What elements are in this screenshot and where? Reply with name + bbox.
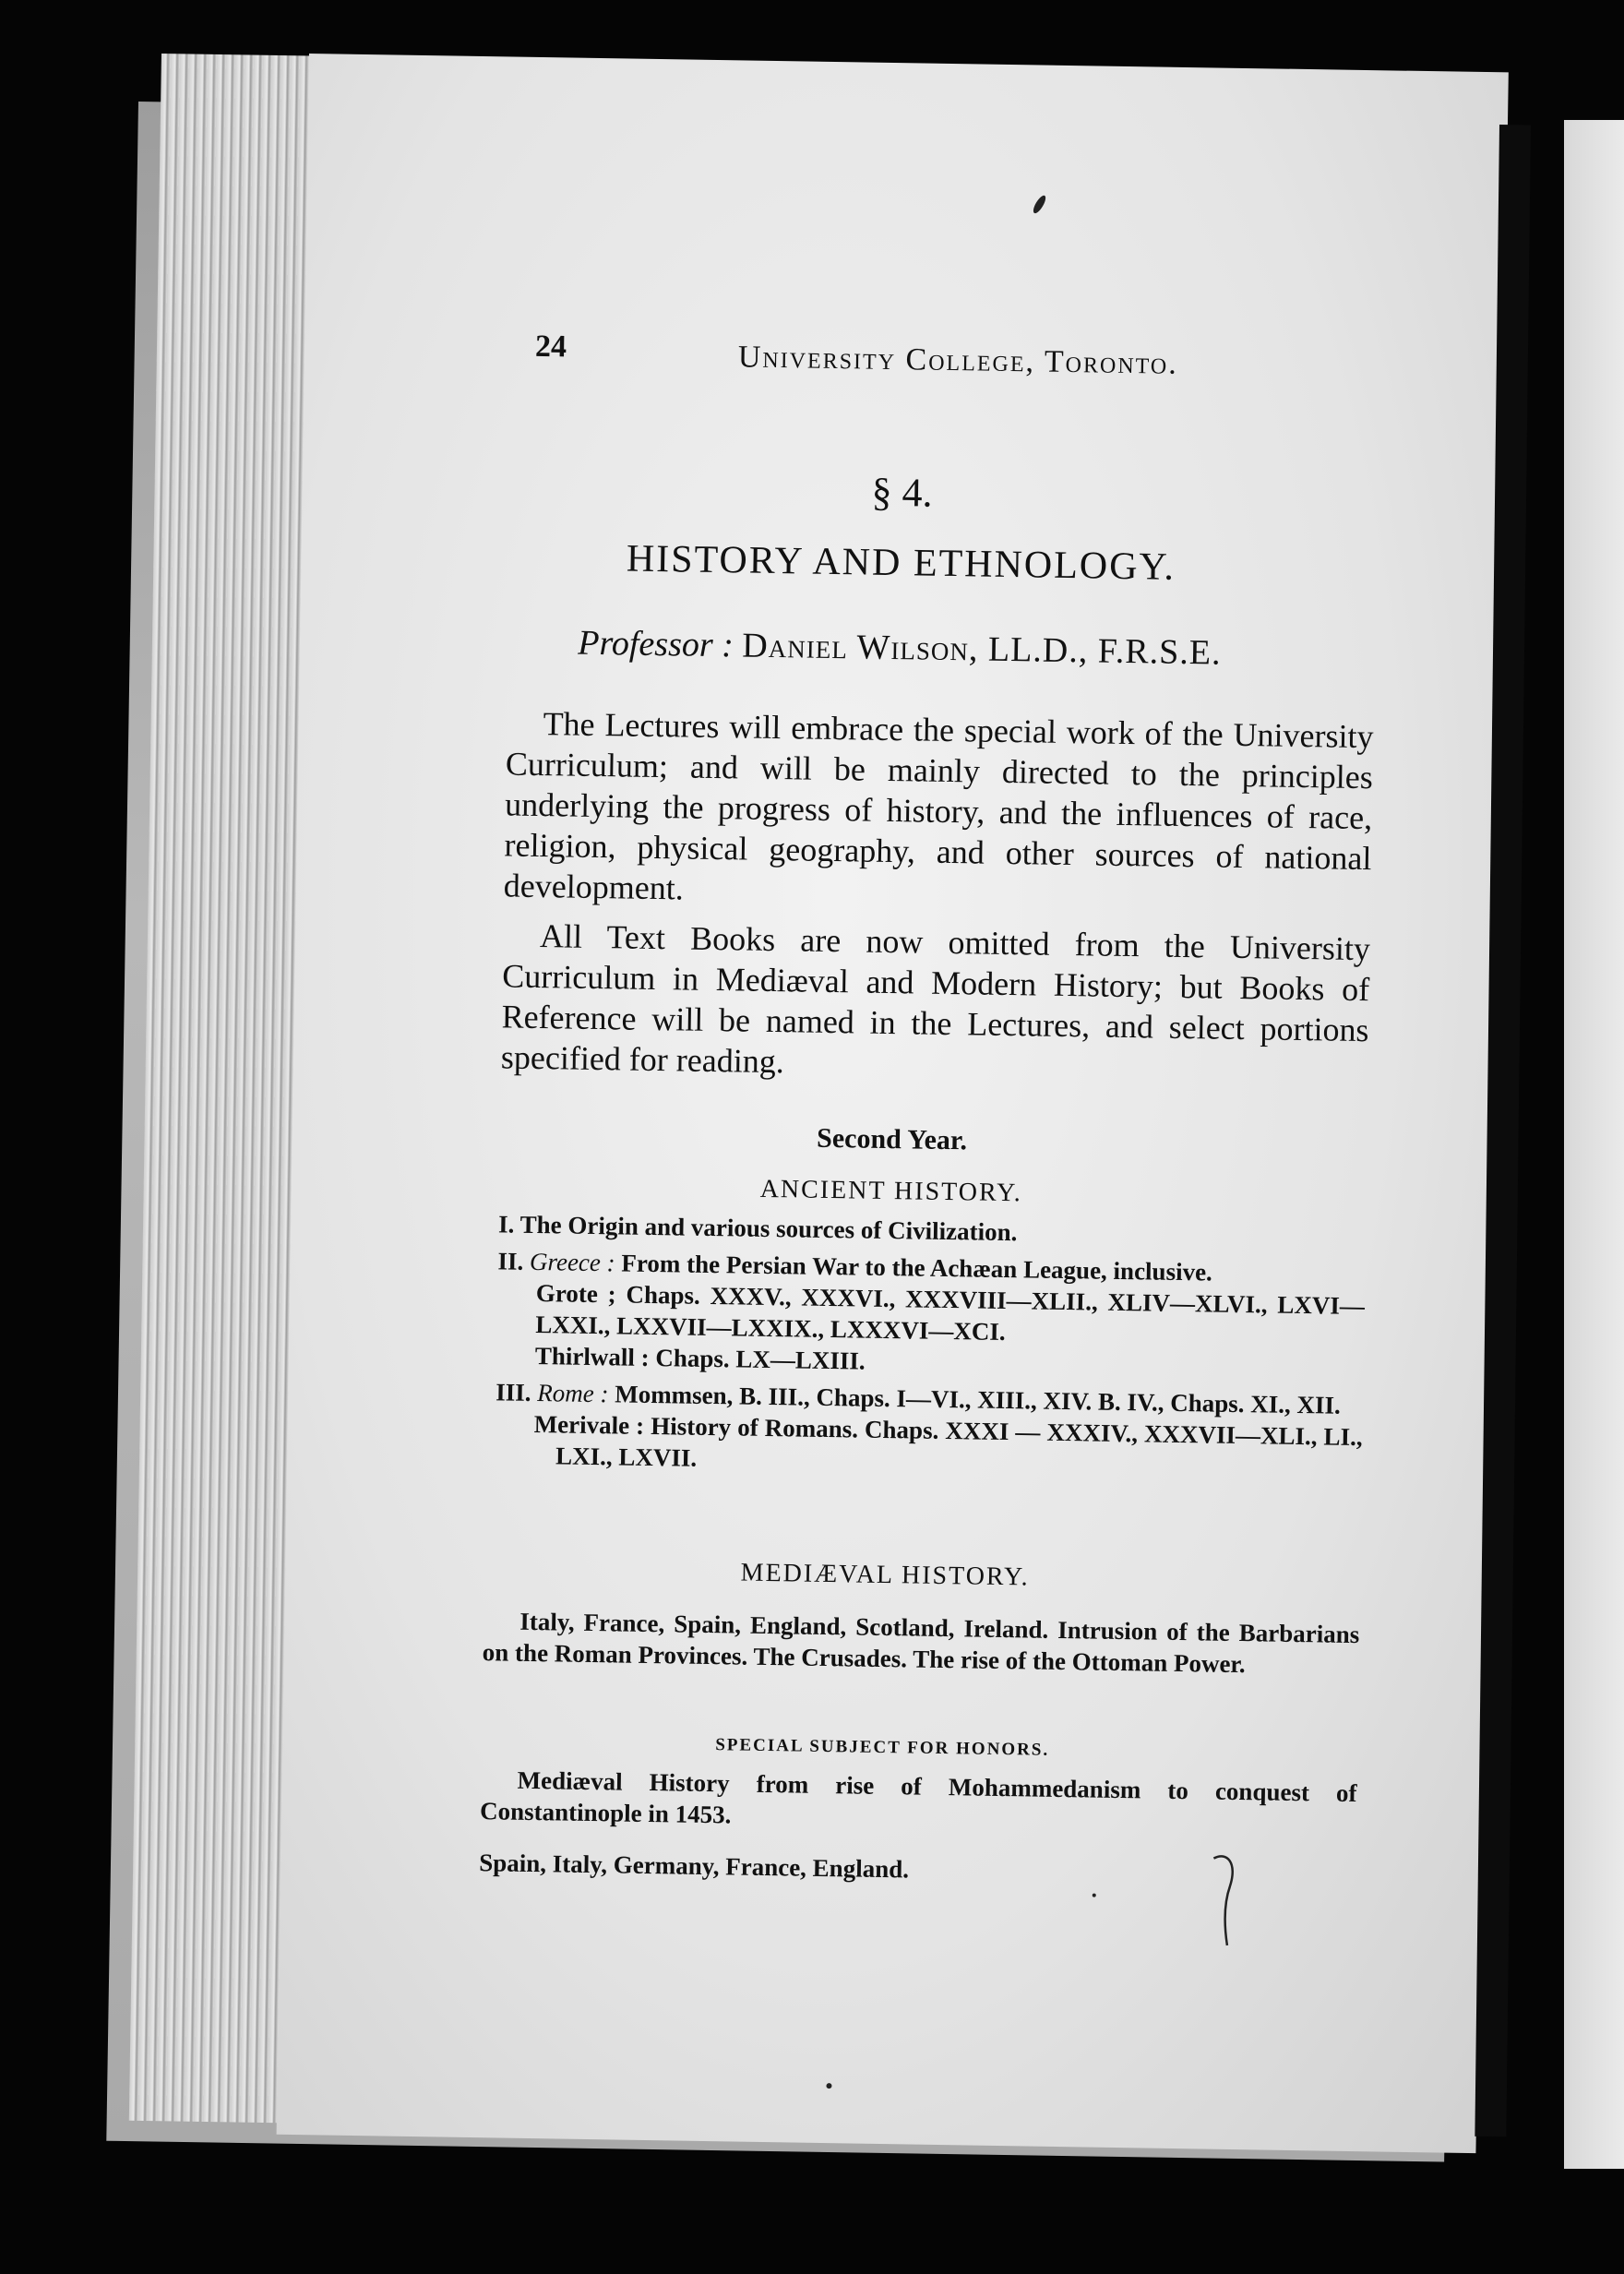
- subitem-text: Thirlwall : Chaps. LX—LXIII.: [534, 1342, 866, 1375]
- second-year-heading: Second Year.: [816, 1122, 968, 1156]
- honors-heading: SPECIAL SUBJECT FOR HONORS.: [715, 1735, 1050, 1760]
- ink-speck: [1031, 194, 1047, 215]
- item-text: Mommsen, B. III., Chaps. I—VI., XIII., XIV. B. IV., Chaps. XI., XII.: [614, 1380, 1342, 1419]
- pencil-mark-icon: [1207, 1849, 1246, 1952]
- subitem-text: Merivale : History of Romans. Chaps. XXXI — XXXIV., XXXVII—XLI., LI., LXI., LXVII.: [533, 1410, 1363, 1472]
- page-header: [304, 326, 1504, 400]
- professor-name: Daniel Wilson, LL.D., F.R.S.E.: [742, 626, 1222, 673]
- item-numeral: I.: [497, 1210, 515, 1239]
- item-text: The Origin and various sources of Civilization.: [519, 1210, 1018, 1247]
- medieval-history-heading: MEDIÆVAL HISTORY.: [740, 1558, 1030, 1592]
- ancient-history-heading: ANCIENT HISTORY.: [759, 1174, 1022, 1208]
- item-numeral: II.: [497, 1247, 524, 1275]
- section-title: HISTORY AND ETHNOLOGY.: [626, 537, 1176, 589]
- subitem-label: Grote ;: [535, 1279, 616, 1309]
- item-numeral: III.: [496, 1378, 531, 1406]
- item-label: Greece :: [529, 1247, 615, 1277]
- ink-speck: [1093, 1894, 1096, 1897]
- facing-page-edge: [1564, 120, 1624, 2169]
- intro-paragraph: The Lectures will embrace the special work of the University Curriculum; and will be mainly directed to the principles underlying the progress of history, and the influences of race, religion, physical geography, and other sources of national development.: [503, 705, 1374, 907]
- professor-line: [300, 618, 1500, 677]
- running-head: University College, Toronto.: [737, 340, 1179, 381]
- ancient-history-list: [495, 1208, 1366, 1484]
- item-label: Rome :: [537, 1379, 609, 1408]
- medieval-history-text: Italy, France, Spain, England, Scotland, Ireland. Intrusion of the Barbarians on the Roman Provinces. The Crusades. The rise of the Ottoman Power.: [482, 1607, 1360, 1679]
- section-number: § 4.: [871, 469, 933, 516]
- textbooks-paragraph: All Text Books are now omitted from the University Curriculum in Mediæval and Modern History; but Books of Reference will be named in the Lectures, and select portions specified for reading.: [500, 917, 1371, 1081]
- page-number: 24: [534, 329, 567, 365]
- professor-role: Professor :: [578, 623, 734, 665]
- subitem-text: Chaps. XXXV., XXXVI., XXXVIII—XLII., XLIV—XLVI., LXVI—LXXI., LXXVII—LXXIX., LXXXVI—XCI.: [535, 1280, 1366, 1346]
- book-page: [277, 54, 1509, 2153]
- ink-speck: [826, 2083, 831, 2088]
- honors-text: Mediæval History from rise of Mohammedanism to conquest of Constantinople in 1453.: [479, 1765, 1357, 1829]
- honors-countries: Spain, Italy, Germany, France, England.: [478, 1849, 910, 1884]
- item-text: From the Persian War to the Achæan League, inclusive.: [621, 1249, 1213, 1287]
